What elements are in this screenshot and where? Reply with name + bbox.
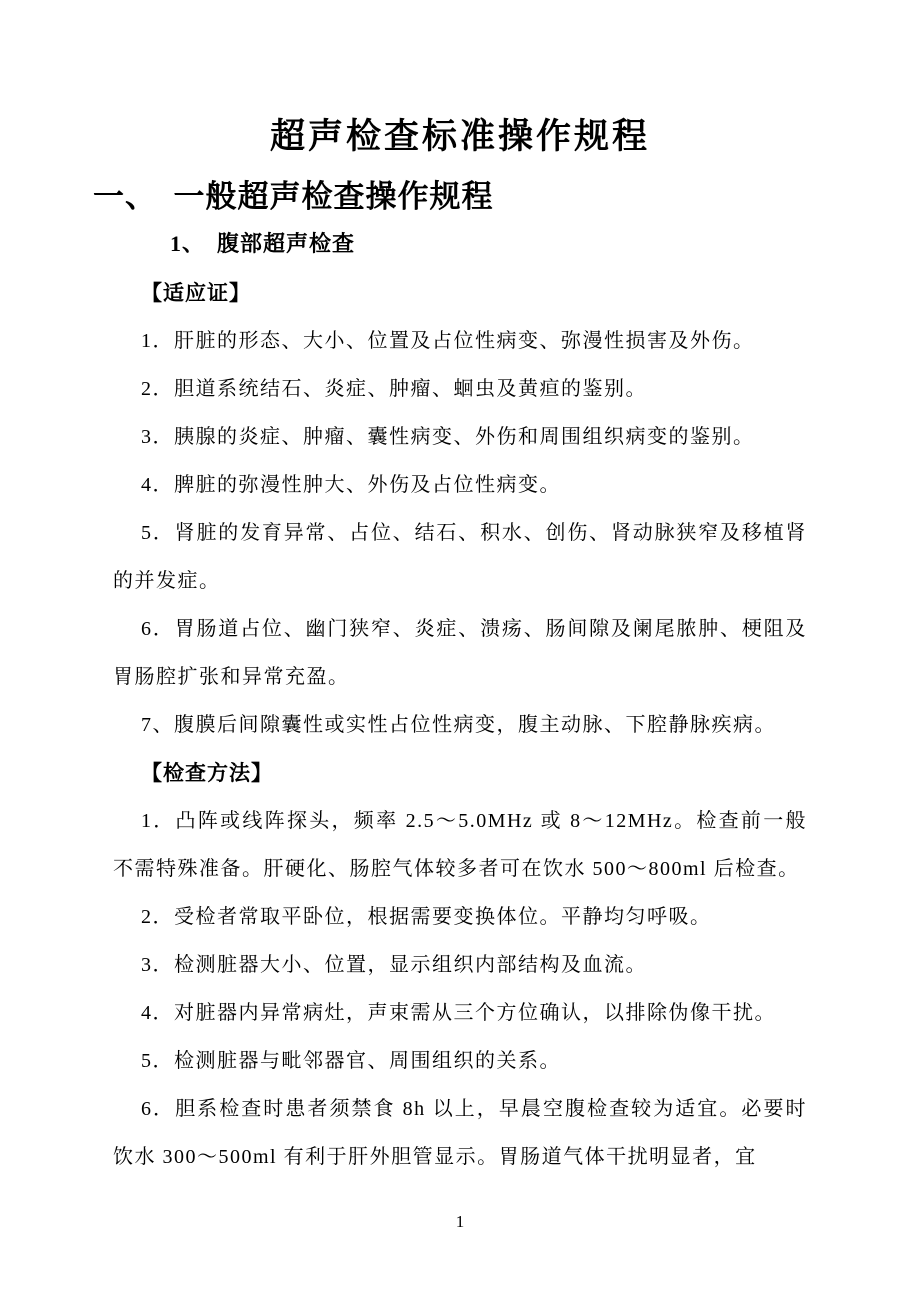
method-item-6: 6．胆系检查时患者须禁食 8h 以上，早晨空腹检查较为适宜。必要时饮水 300～500ml 有利于肝外胆管显示。胃肠道气体干扰明显者，宜 [113, 1098, 807, 1168]
section-indications [113, 269, 807, 749]
method-item-4: 4．对脏器内异常病灶，声束需从三个方位确认，以排除伪像干扰。 [141, 1002, 776, 1024]
indication-item-6: 6．胃肠道占位、幽门狭窄、炎症、溃疡、肠间隙及阑尾脓肿、梗阻及胃肠腔扩张和异常充盈。 [113, 618, 807, 688]
heading-abdominal-ultrasound: 1、 腹部超声检查 [170, 231, 356, 256]
method-item-5: 5．检测脏器与毗邻器官、周围组织的关系。 [141, 1050, 561, 1072]
heading-general-ultrasound-procedures: 一、 一般超声检查操作规程 [93, 179, 494, 214]
indication-item-2: 2．胆道系统结石、炎症、肿瘤、蛔虫及黄疸的鉴别。 [141, 378, 647, 400]
method-item-3: 3．检测脏器大小、位置，显示组织内部结构及血流。 [141, 954, 647, 976]
indication-item-4: 4．脾脏的弥漫性肿大、外伤及占位性病变。 [141, 474, 561, 496]
section-examination-methods [113, 749, 807, 1181]
indication-item-3: 3．胰腺的炎症、肿瘤、囊性病变、外伤和周围组织病变的鉴别。 [141, 426, 755, 448]
indication-item-1: 1．肝脏的形态、大小、位置及占位性病变、弥漫性损害及外伤。 [141, 330, 755, 352]
section-header-examination-methods: 【检查方法】 [141, 761, 273, 785]
document-title: 超声检查标准操作规程 [269, 117, 650, 156]
indication-item-5: 5．肾脏的发育异常、占位、结石、积水、创伤、肾动脉狭窄及移植肾的并发症。 [113, 522, 807, 592]
method-item-1: 1．凸阵或线阵探头，频率 2.5～5.0MHz 或 8～12MHz。检查前一般不需特殊准备。肝硬化、肠腔气体较多者可在饮水 500～800ml 后检查。 [113, 810, 807, 880]
method-item-2: 2．受检者常取平卧位，根据需要变换体位。平静均匀呼吸。 [141, 906, 712, 928]
indication-item-7: 7、腹膜后间隙囊性或实性占位性病变，腹主动脉、下腔静脉疾病。 [141, 714, 776, 736]
page-number: 1 [455, 1212, 465, 1231]
section-header-indications: 【适应证】 [141, 281, 251, 305]
